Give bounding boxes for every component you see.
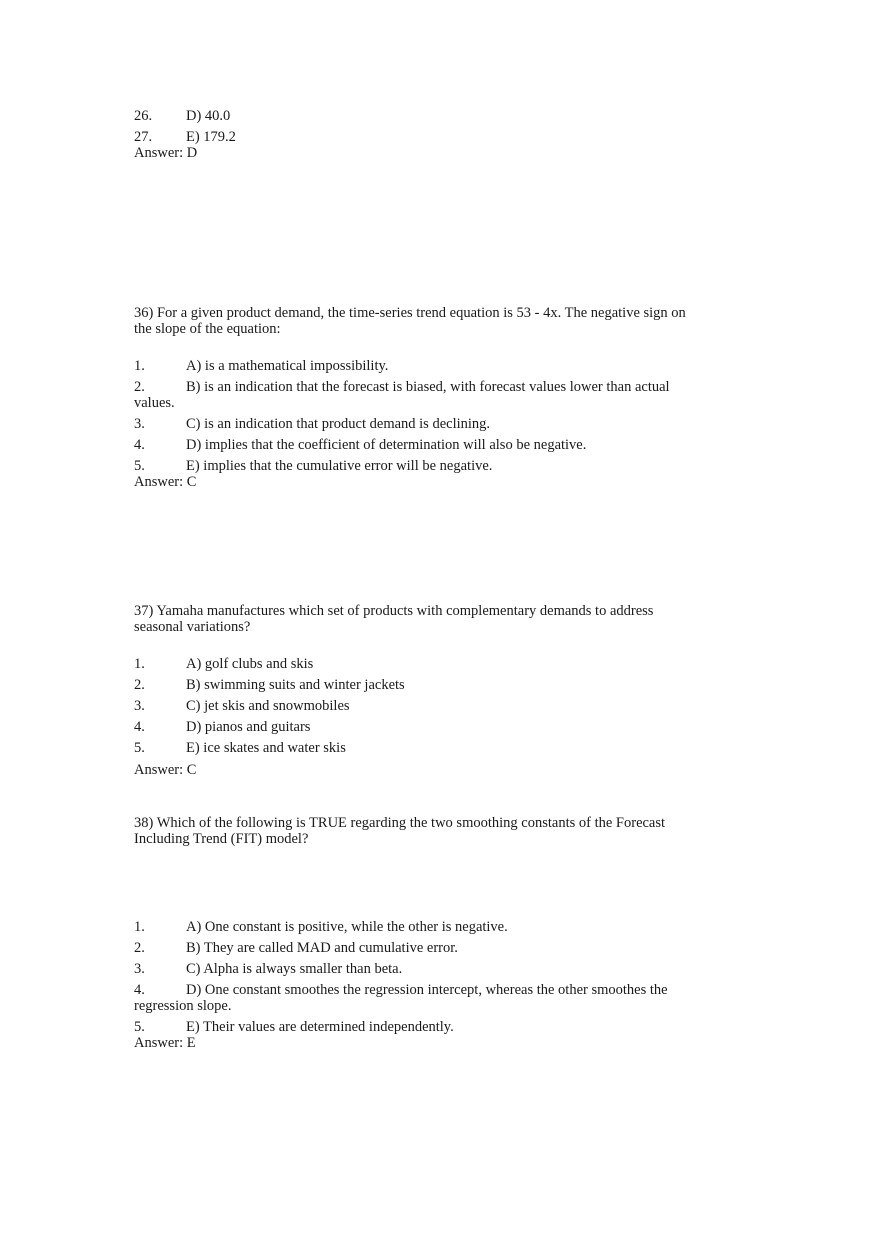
option-text: E) Their values are determined independently.	[186, 1019, 454, 1035]
option-item	[134, 379, 694, 411]
option-number: 3.	[134, 416, 145, 432]
option-text: B) swimming suits and winter jackets	[186, 677, 405, 693]
option-text: D) pianos and guitars	[186, 719, 311, 735]
option-text: E) 179.2	[186, 129, 236, 145]
question-text: 37) Yamaha manufactures which set of products with complementary demands to address seasonal variations?	[134, 603, 654, 635]
option-text: D) One constant smoothes the regression intercept, whereas the other smoothes the regression slope.	[134, 982, 668, 1014]
option-number: 4.	[134, 719, 145, 735]
option-item	[134, 961, 694, 977]
option-item	[134, 698, 694, 714]
answer-line: Answer: D	[134, 145, 198, 161]
option-item	[134, 982, 694, 1014]
question-38	[134, 815, 694, 847]
question-text: 36) For a given product demand, the time-series trend equation is 53 - 4x. The negative sign on the slope of the equation:	[134, 305, 686, 337]
option-item	[134, 719, 694, 735]
question-text: 38) Which of the following is TRUE regarding the two smoothing constants of the Forecast Including Trend (FIT) model?	[134, 815, 666, 847]
answer-line: Answer: C	[134, 474, 197, 490]
option-number: 2.	[134, 379, 145, 395]
option-item	[134, 358, 694, 374]
option-text: C) jet skis and snowmobiles	[186, 698, 350, 714]
option-number: 5.	[134, 1019, 145, 1035]
q35-options	[134, 108, 694, 161]
option-number: 4.	[134, 982, 145, 998]
answer-line: Answer: C	[134, 762, 197, 778]
option-text: A) is a mathematical impossibility.	[186, 358, 389, 374]
option-number: 3.	[134, 961, 145, 977]
option-item	[134, 437, 694, 453]
option-number: 1.	[134, 919, 145, 935]
question-38-options	[134, 919, 694, 1051]
option-number: 27.	[134, 129, 153, 145]
option-number: 3.	[134, 698, 145, 714]
option-item	[134, 458, 694, 474]
option-number: 2.	[134, 940, 145, 956]
option-item	[134, 416, 694, 432]
option-item	[134, 919, 694, 935]
question-36	[134, 305, 694, 337]
option-text: E) ice skates and water skis	[186, 740, 346, 756]
option-text: C) Alpha is always smaller than beta.	[186, 961, 403, 977]
option-text: D) implies that the coefficient of determination will also be negative.	[186, 437, 587, 453]
option-item	[134, 677, 694, 693]
option-text: E) implies that the cumulative error will be negative.	[186, 458, 493, 474]
option-item	[134, 129, 694, 145]
option-number: 5.	[134, 740, 145, 756]
option-number: 2.	[134, 677, 145, 693]
option-text: D) 40.0	[186, 108, 231, 124]
option-number: 5.	[134, 458, 145, 474]
question-37	[134, 603, 694, 635]
question-37-options	[134, 656, 694, 778]
option-item	[134, 940, 694, 956]
option-number: 1.	[134, 358, 145, 374]
option-text: A) golf clubs and skis	[186, 656, 314, 672]
option-number: 26.	[134, 108, 153, 124]
option-text: B) They are called MAD and cumulative error.	[186, 940, 458, 956]
option-item	[134, 1019, 694, 1035]
option-number: 1.	[134, 656, 145, 672]
answer-line: Answer: E	[134, 1035, 196, 1051]
question-36-options	[134, 358, 694, 490]
option-text: B) is an indication that the forecast is biased, with forecast values lower than actual values.	[134, 379, 670, 411]
option-number: 4.	[134, 437, 145, 453]
option-text: A) One constant is positive, while the other is negative.	[186, 919, 508, 935]
option-text: C) is an indication that product demand is declining.	[186, 416, 491, 432]
option-item	[134, 656, 694, 672]
option-item	[134, 740, 694, 756]
option-item	[134, 108, 694, 124]
